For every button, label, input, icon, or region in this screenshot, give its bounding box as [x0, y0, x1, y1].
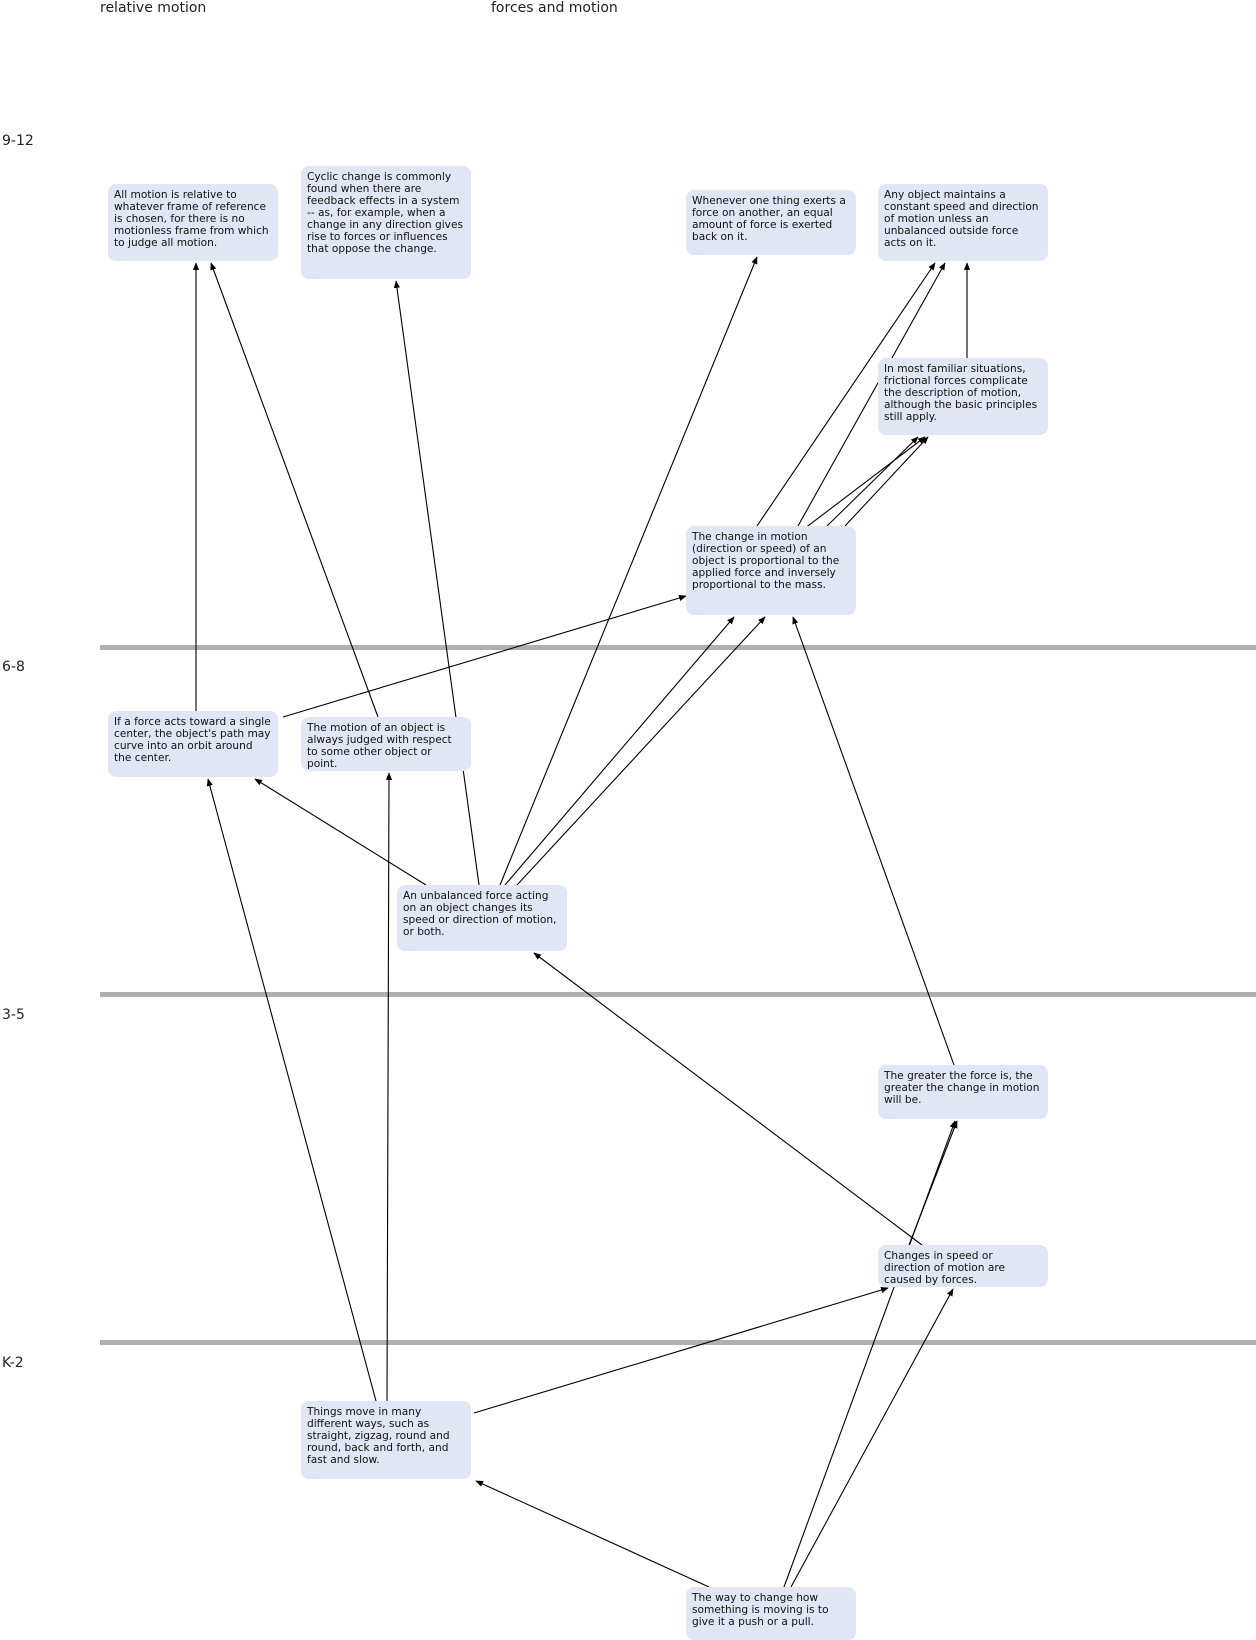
edge-unbalanced-force-to-cyclic-change — [396, 281, 479, 885]
edge-motion-judged-to-all-motion-relative — [211, 263, 378, 717]
edge-unbalanced-force-to-orbit — [255, 779, 426, 885]
node-things-move: Things move in many different ways, such as straight, zigzag, round and round, back and forth, and fast and slow. — [301, 1401, 471, 1479]
node-constant-speed: Any object maintains a constant speed and direction of motion unless an unbalanced outside force acts on it. — [878, 184, 1048, 261]
edge-things-move-to-caused-by-forces — [474, 1288, 888, 1413]
node-push-pull: The way to change how something is moving is to give it a push or a pull. — [686, 1587, 856, 1640]
edge-caused-by-forces-to-unbalanced-force — [534, 953, 922, 1245]
node-unbalanced-force: An unbalanced force acting on an object changes its speed or direction of motion, or both. — [397, 885, 567, 951]
node-all-motion-relative: All motion is relative to whatever frame of reference is chosen, for there is no motionless frame from which to judge all motion. — [108, 184, 278, 261]
grade-label-6-8: 6-8 — [2, 659, 25, 675]
node-frictional-forces: In most familiar situations, frictional forces complicate the description of motion, although the basic principles still apply. — [878, 358, 1048, 435]
edge-push-pull-to-caused-by-forces — [791, 1289, 953, 1587]
node-motion-judged: The motion of an object is always judged with respect to some other object or point. — [301, 717, 471, 771]
edge-push-pull-to-things-move — [476, 1481, 709, 1587]
node-orbit: If a force acts toward a single center, the object's path may curve into an orbit around the center. — [108, 711, 278, 777]
node-caused-by-forces: Changes in speed or direction of motion are caused by forces. — [878, 1245, 1048, 1287]
node-greater-force: The greater the force is, the greater the change in motion will be. — [878, 1065, 1048, 1119]
grade-label-3-5: 3-5 — [2, 1007, 25, 1023]
grade-label-9-12: 9-12 — [2, 133, 34, 149]
node-change-proportional: The change in motion (direction or speed) of an object is proportional to the applied force and inversely proportional to the mass. — [686, 526, 856, 615]
node-equal-force: Whenever one thing exerts a force on another, an equal amount of force is exerted back on it. — [686, 190, 856, 255]
column-header-relative-motion: relative motion — [100, 0, 207, 16]
edge-change-proportional-to-frictional-forces-2 — [845, 437, 928, 526]
edge-push-pull-to-greater-force — [784, 1121, 955, 1587]
node-cyclic-change: Cyclic change is commonly found when there are feedback effects in a system -- as, for example, when a change in any direction gives rise to forces or influences that oppose the change. — [301, 166, 471, 279]
edge-orbit-to-change-proportional — [283, 596, 686, 717]
edge-things-move-to-orbit — [208, 779, 376, 1401]
column-header-forces-and-motion: forces and motion — [491, 0, 618, 16]
edge-things-move-to-motion-judged — [387, 773, 389, 1401]
grade-label-k-2: K-2 — [2, 1355, 24, 1371]
edge-unbalanced-force-to-change-proportional — [505, 617, 734, 885]
edge-unbalanced-force-to-change-proportional — [517, 617, 765, 885]
edge-greater-force-to-change-proportional — [793, 617, 954, 1065]
